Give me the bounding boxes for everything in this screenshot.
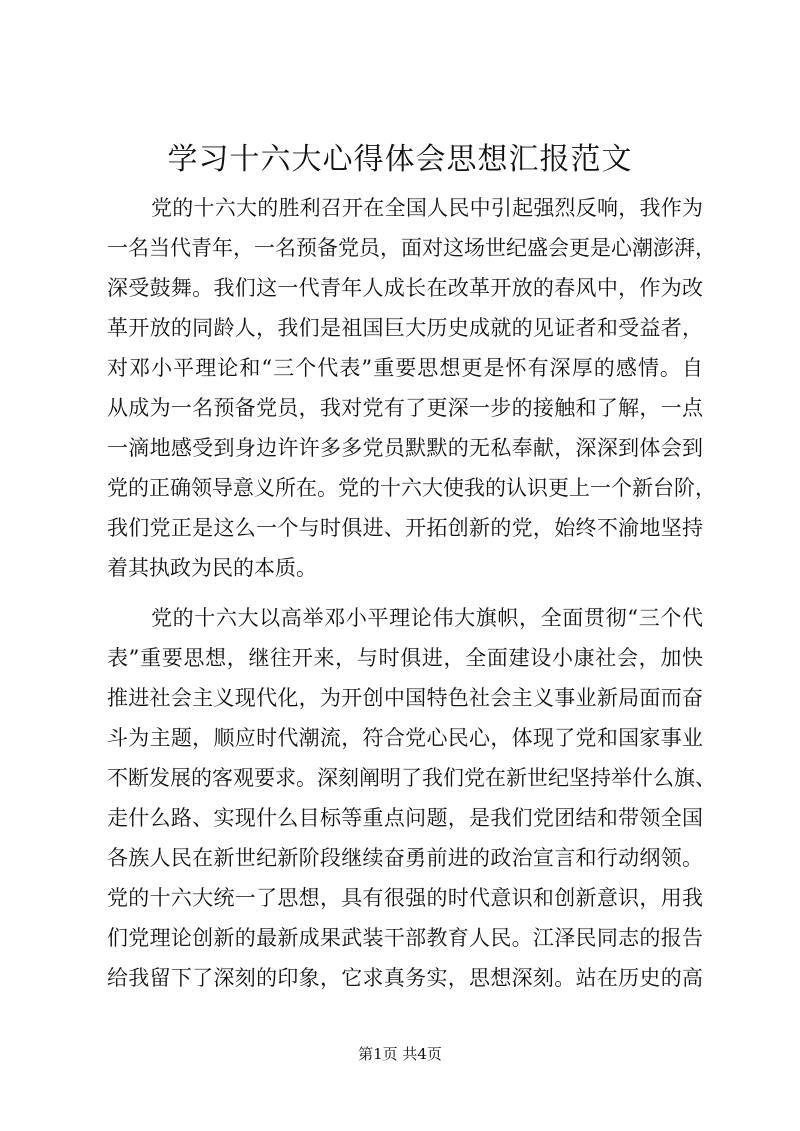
paragraph-line: 一名当代青年，一名预备党员，面对这场世纪盛会更是心潮澎湃， [107, 236, 716, 260]
paragraph-line: 革开放的同龄人，我们是祖国巨大历史成就的见证者和受益者， [107, 316, 703, 340]
paragraph-line: 党的十六大以高举邓小平理论伟大旗帜，全面贯彻“三个代 [151, 606, 703, 630]
paragraph-line: 深受鼓舞。我们这一代青年人成长在改革开放的春风中，作为改 [107, 276, 703, 300]
paragraph-line: 一滴地感受到身边许许多多党员默默的无私奉献，深深到体会到 [107, 436, 703, 460]
document-title: 学习十六大心得体会思想汇报范文 [167, 142, 633, 177]
paragraph-line: 党的十六大统一了思想，具有很强的时代意识和创新意识，用我 [107, 886, 703, 910]
paragraph-1 [107, 188, 716, 588]
paragraph-line: 我们党正是这么一个与时俱进、开拓创新的党，始终不渝地坚持 [107, 516, 703, 540]
paragraph-line: 从成为一名预备党员，我对党有了更深一步的接触和了解，一点 [107, 396, 703, 420]
paragraph-line: 不断发展的客观要求。深刻阐明了我们党在新世纪坚持举什么旗、 [107, 766, 716, 790]
paragraph-line: 推进社会主义现代化，为开创中国特色社会主义事业新局面而奋 [107, 686, 703, 710]
paragraph-line: 党的十六大的胜利召开在全国人民中引起强烈反响，我作为 [151, 196, 703, 220]
paragraph-line: 各族人民在新世纪新阶段继续奋勇前进的政治宣言和行动纲领。 [107, 846, 703, 870]
paragraph-line: 对邓小平理论和“三个代表”重要思想更是怀有深厚的感情。自 [107, 356, 703, 380]
paragraph-gap [107, 588, 703, 598]
paragraph-line: 们党理论创新的最新成果武装干部教育人民。江泽民同志的报告 [107, 926, 703, 950]
page-number-footer: 第1页 共4页 [358, 1045, 442, 1063]
document-body [107, 188, 716, 998]
paragraph-line: 表”重要思想，继往开来，与时俱进，全面建设小康社会，加快 [107, 646, 703, 670]
paragraph-line: 着其执政为民的本质。 [107, 556, 317, 580]
paragraph-line: 给我留下了深刻的印象，它求真务实，思想深刻。站在历史的高 [107, 966, 703, 990]
paragraph-line: 斗为主题，顺应时代潮流，符合党心民心，体现了党和国家事业 [107, 726, 703, 750]
paragraph-line: 走什么路、实现什么目标等重点问题，是我们党团结和带领全国 [107, 806, 703, 830]
paragraph-2 [107, 598, 716, 998]
paragraph-line: 党的正确领导意义所在。党的十六大使我的认识更上一个新台阶， [107, 476, 716, 500]
